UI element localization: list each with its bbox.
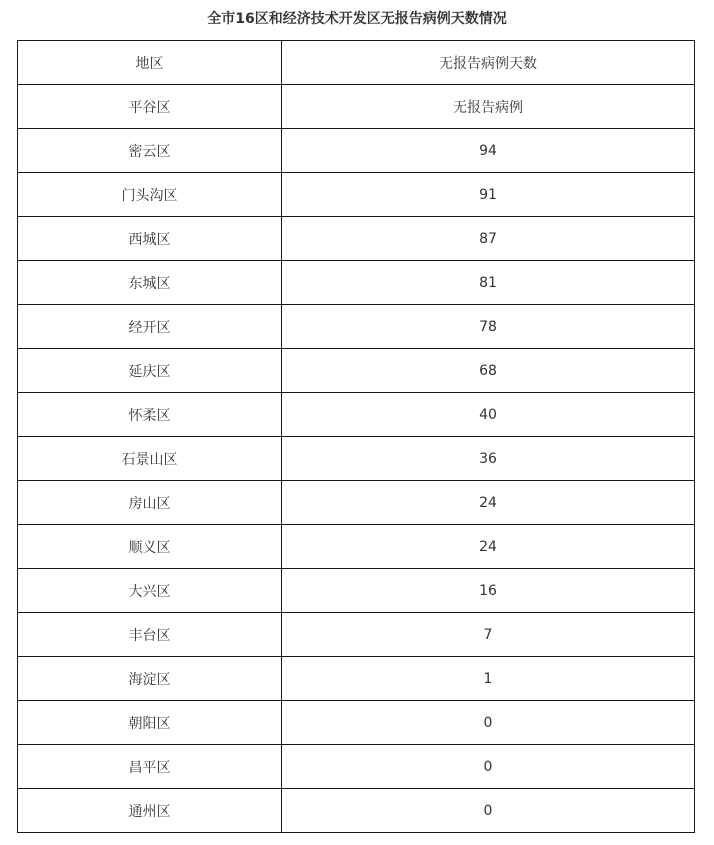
cell-district: 房山区 [18,481,282,525]
cell-district: 顺义区 [18,525,282,569]
table-row [18,305,695,349]
cell-days: 36 [282,437,695,481]
cell-days: 无报告病例 [282,85,695,129]
header-district: 地区 [18,41,282,85]
cell-district: 怀柔区 [18,393,282,437]
cell-district: 昌平区 [18,745,282,789]
table-body [18,41,695,833]
table-header-row [18,41,695,85]
cell-days: 68 [282,349,695,393]
table-row [18,525,695,569]
cell-district: 大兴区 [18,569,282,613]
table-row [18,129,695,173]
table-row [18,437,695,481]
data-table [17,40,695,833]
cell-district: 经开区 [18,305,282,349]
cell-days: 24 [282,481,695,525]
cell-district: 延庆区 [18,349,282,393]
cell-district: 东城区 [18,261,282,305]
table-row [18,745,695,789]
cell-days: 24 [282,525,695,569]
table-row [18,217,695,261]
cell-days: 7 [282,613,695,657]
cell-days: 1 [282,657,695,701]
table-row [18,349,695,393]
cell-district: 密云区 [18,129,282,173]
table-row [18,173,695,217]
cell-district: 海淀区 [18,657,282,701]
cell-days: 91 [282,173,695,217]
header-days: 无报告病例天数 [282,41,695,85]
table-row [18,657,695,701]
cell-district: 石景山区 [18,437,282,481]
cell-district: 朝阳区 [18,701,282,745]
table-row [18,613,695,657]
cell-district: 门头沟区 [18,173,282,217]
cell-days: 81 [282,261,695,305]
cell-district: 通州区 [18,789,282,833]
cell-days: 78 [282,305,695,349]
cell-district: 丰台区 [18,613,282,657]
table-row [18,701,695,745]
cell-district: 西城区 [18,217,282,261]
cell-district: 平谷区 [18,85,282,129]
table-row [18,569,695,613]
cell-days: 94 [282,129,695,173]
table-row [18,393,695,437]
table-row [18,789,695,833]
page-title: 全市16区和经济技术开发区无报告病例天数情况 [207,11,507,27]
table-row [18,261,695,305]
cell-days: 40 [282,393,695,437]
cell-days: 16 [282,569,695,613]
cell-days: 0 [282,701,695,745]
cell-days: 0 [282,745,695,789]
table-row [18,481,695,525]
cell-days: 0 [282,789,695,833]
table-row [18,85,695,129]
cell-days: 87 [282,217,695,261]
